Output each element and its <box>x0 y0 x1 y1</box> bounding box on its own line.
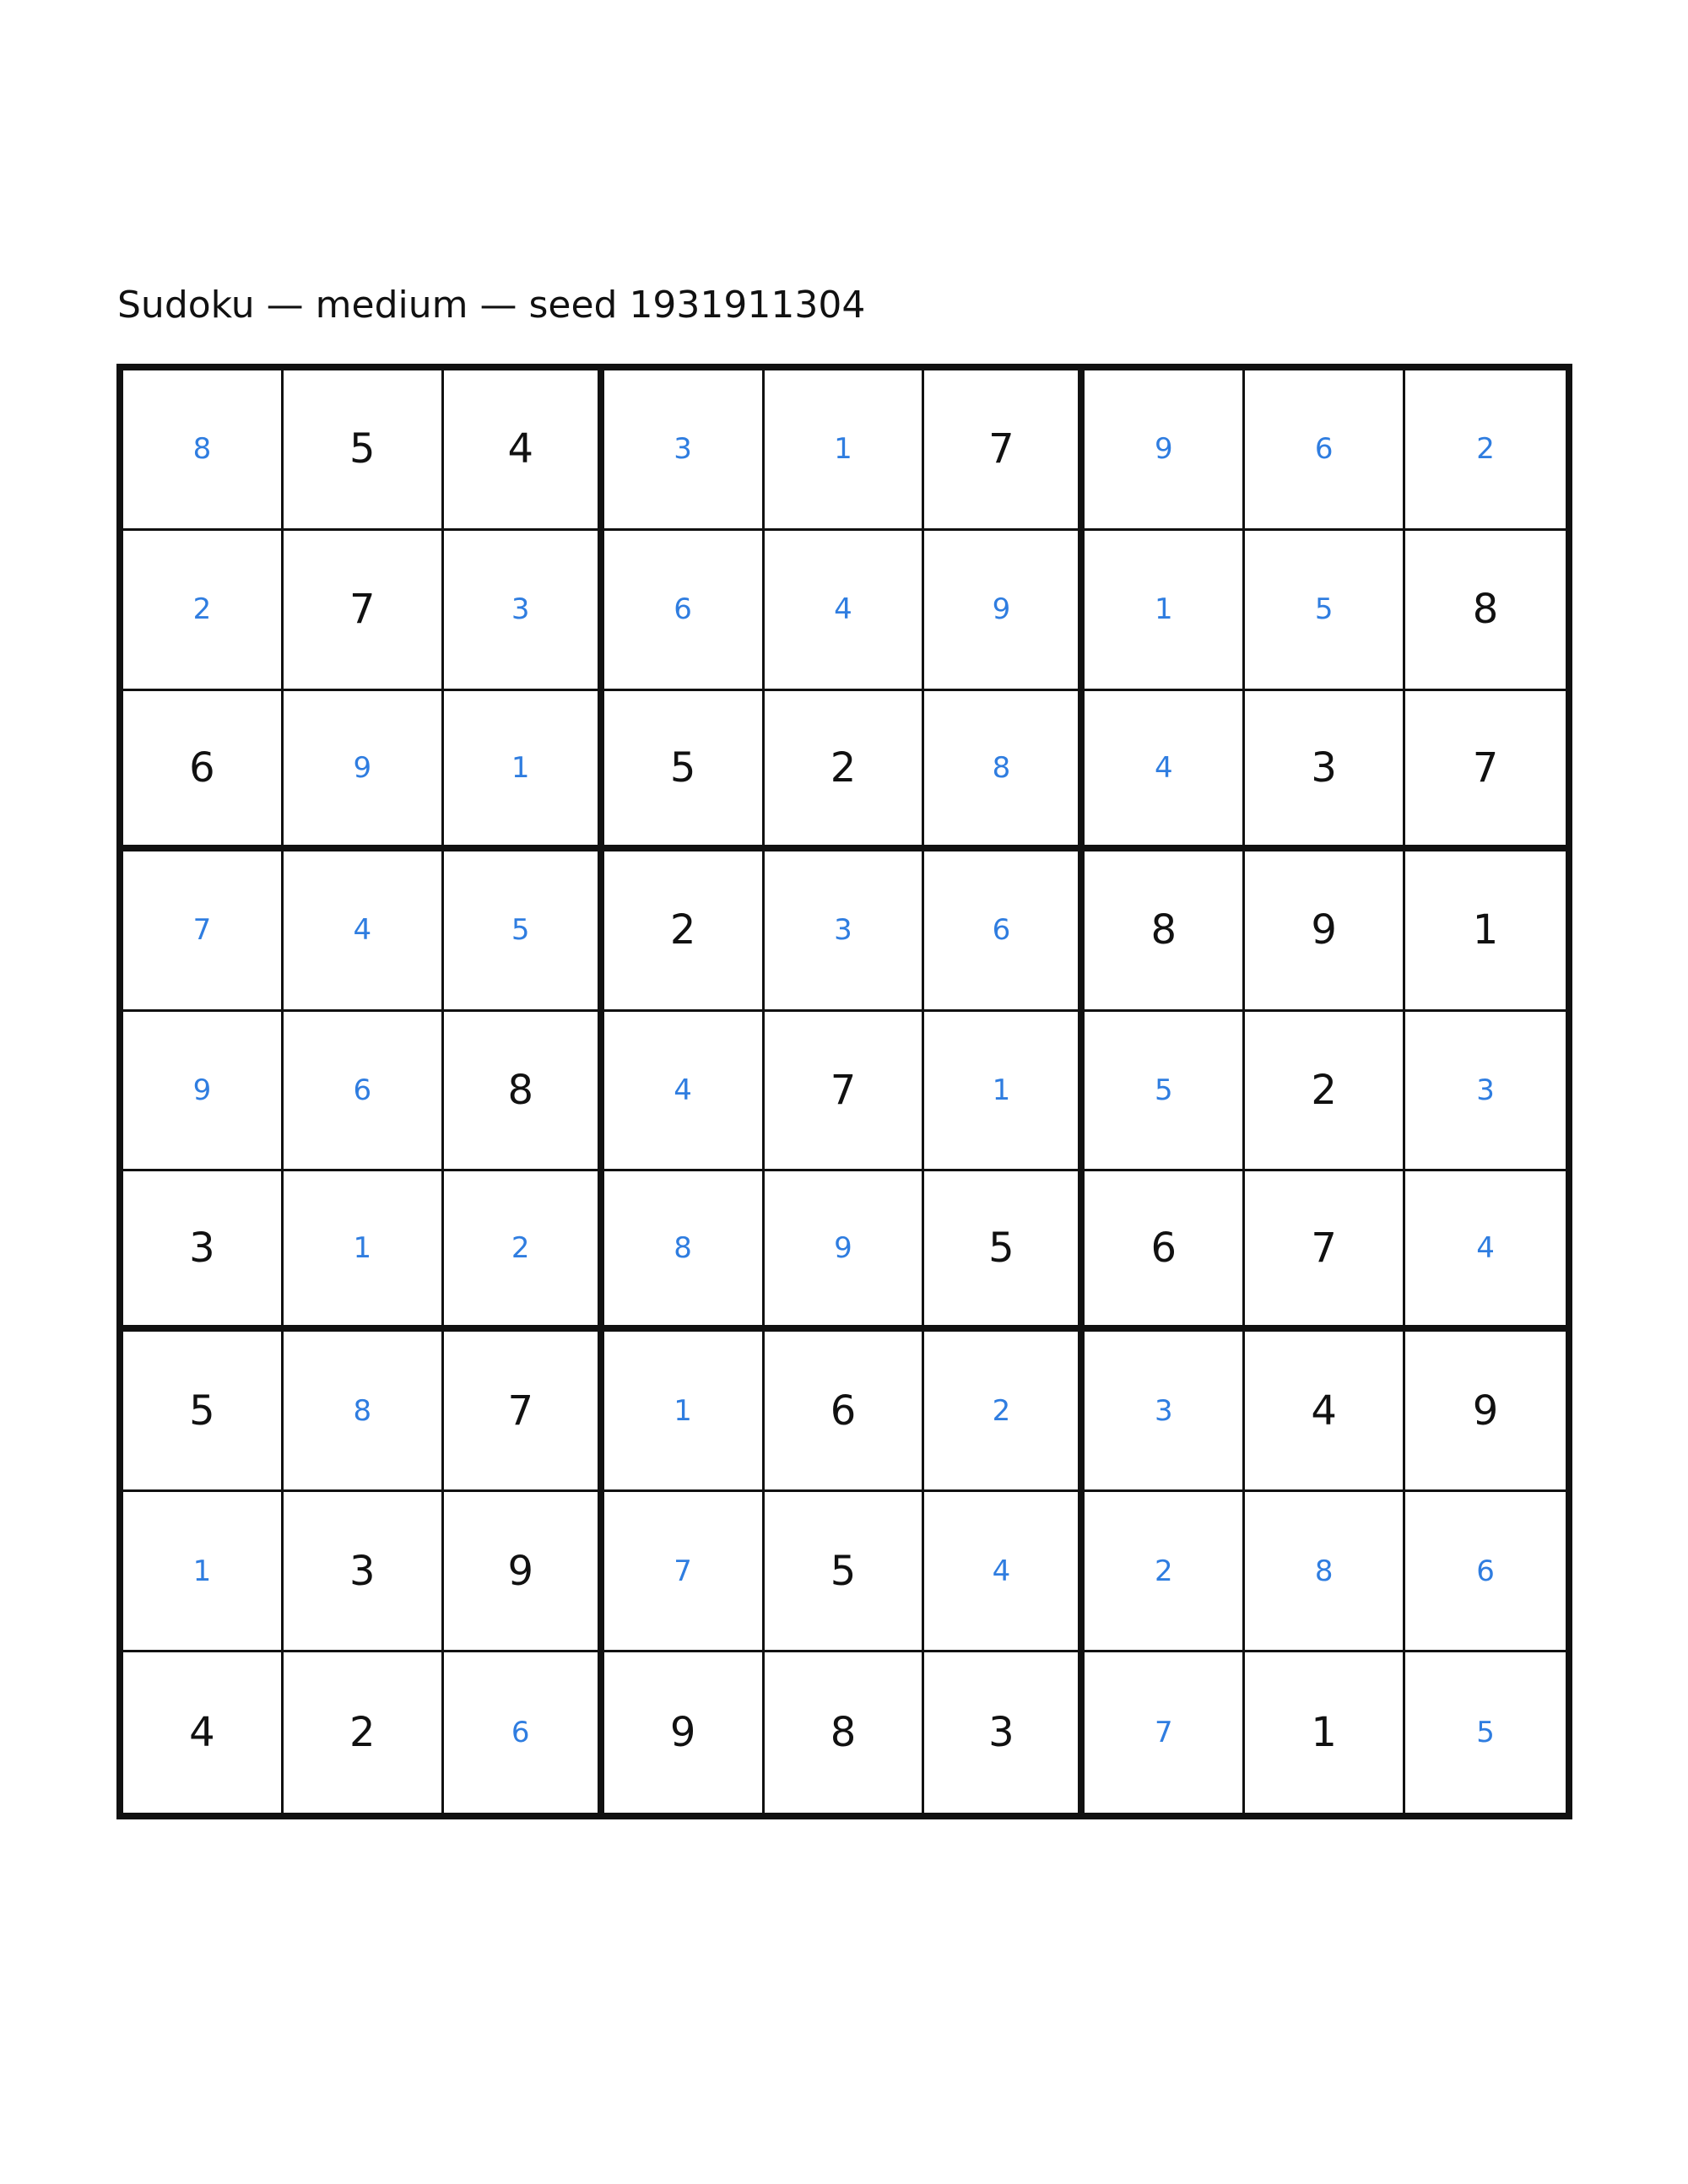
solved-cell[interactable]: 2 <box>1405 370 1566 531</box>
given-cell: 8 <box>1085 851 1245 1012</box>
solved-cell[interactable]: 5 <box>444 851 604 1012</box>
solved-cell[interactable]: 1 <box>123 1492 284 1652</box>
solved-cell[interactable]: 2 <box>924 1332 1085 1492</box>
given-cell: 4 <box>1245 1332 1405 1492</box>
given-cell: 5 <box>924 1171 1085 1332</box>
given-cell: 6 <box>1085 1171 1245 1332</box>
solved-cell[interactable]: 4 <box>604 1012 765 1172</box>
solved-cell[interactable]: 9 <box>1085 370 1245 531</box>
given-cell: 9 <box>1405 1332 1566 1492</box>
given-cell: 4 <box>123 1652 284 1813</box>
solved-cell[interactable]: 2 <box>444 1171 604 1332</box>
given-cell: 8 <box>444 1012 604 1172</box>
solved-cell[interactable]: 3 <box>765 851 925 1012</box>
solved-cell[interactable]: 4 <box>1085 691 1245 851</box>
solved-cell[interactable]: 7 <box>123 851 284 1012</box>
solved-cell[interactable]: 1 <box>604 1332 765 1492</box>
given-cell: 3 <box>924 1652 1085 1813</box>
solved-cell[interactable]: 5 <box>1476 1716 1495 1750</box>
solved-cell[interactable]: 9 <box>284 691 444 851</box>
given-cell: 3 <box>1245 691 1405 851</box>
solved-cell[interactable]: 5 <box>1245 531 1405 691</box>
given-cell: 7 <box>284 531 444 691</box>
solved-cell[interactable]: 3 <box>444 531 604 691</box>
given-cell: 5 <box>284 370 444 531</box>
given-cell: 5 <box>604 691 765 851</box>
given-cell: 5 <box>765 1492 925 1652</box>
given-cell: 2 <box>284 1652 444 1813</box>
given-cell: 6 <box>765 1332 925 1492</box>
given-cell: 7 <box>1245 1171 1405 1332</box>
given-cell: 6 <box>123 691 284 851</box>
given-cell: 9 <box>604 1652 765 1813</box>
given-cell: 7 <box>765 1012 925 1172</box>
given-cell: 1 <box>1245 1652 1405 1813</box>
given-cell: 7 <box>924 370 1085 531</box>
solved-cell[interactable]: 9 <box>123 1012 284 1172</box>
solved-cell[interactable]: 6 <box>604 531 765 691</box>
solved-cell[interactable]: 1 <box>765 370 925 531</box>
given-cell: 9 <box>1245 851 1405 1012</box>
solved-cell[interactable]: 6 <box>284 1012 444 1172</box>
given-cell: 9 <box>444 1492 604 1652</box>
solved-cell[interactable]: 3 <box>1085 1332 1245 1492</box>
given-cell: 2 <box>1245 1012 1405 1172</box>
given-cell: 8 <box>1405 531 1566 691</box>
solved-cell[interactable]: 4 <box>284 851 444 1012</box>
solved-cell[interactable]: 6 <box>924 851 1085 1012</box>
given-cell: 4 <box>444 370 604 531</box>
solved-cell[interactable]: 8 <box>123 370 284 531</box>
solved-cell[interactable]: 9 <box>765 1171 925 1332</box>
solved-cell[interactable]: 8 <box>604 1171 765 1332</box>
solved-cell[interactable]: 8 <box>924 691 1085 851</box>
solved-cell[interactable]: 7 <box>604 1492 765 1652</box>
solved-cell[interactable]: 1 <box>924 1012 1085 1172</box>
solved-cell[interactable]: 1 <box>444 691 604 851</box>
solved-cell[interactable]: 3 <box>1405 1012 1566 1172</box>
given-cell: 8 <box>765 1652 925 1813</box>
solved-cell[interactable]: 2 <box>123 531 284 691</box>
given-cell: 2 <box>765 691 925 851</box>
given-cell: 1 <box>1405 851 1566 1012</box>
solved-cell[interactable]: 4 <box>924 1492 1085 1652</box>
solved-cell[interactable]: 1 <box>284 1171 444 1332</box>
solved-cell[interactable]: 8 <box>284 1332 444 1492</box>
solved-cell[interactable]: 9 <box>924 531 1085 691</box>
solved-cell[interactable]: 4 <box>765 531 925 691</box>
given-cell: 2 <box>604 851 765 1012</box>
solved-cell[interactable]: 6 <box>1405 1492 1566 1652</box>
solved-cell[interactable]: 6 <box>444 1652 604 1813</box>
solved-cell[interactable]: 1 <box>1085 531 1245 691</box>
solved-cell[interactable]: 3 <box>604 370 765 531</box>
solved-cell[interactable]: 8 <box>1245 1492 1405 1652</box>
given-cell: 5 <box>123 1332 284 1492</box>
solved-cell[interactable]: 7 <box>1085 1652 1245 1813</box>
puzzle-title: Sudoku — medium — seed 1931911304 <box>117 284 866 327</box>
solved-cell[interactable]: 2 <box>1085 1492 1245 1652</box>
solved-cell[interactable]: 6 <box>1245 370 1405 531</box>
solved-cell[interactable]: 5 <box>1085 1012 1245 1172</box>
given-cell: 3 <box>284 1492 444 1652</box>
solved-cell[interactable]: 4 <box>1405 1171 1566 1332</box>
given-cell: 7 <box>444 1332 604 1492</box>
sudoku-board <box>116 364 1572 1819</box>
given-cell: 3 <box>123 1171 284 1332</box>
given-cell: 7 <box>1405 691 1566 851</box>
